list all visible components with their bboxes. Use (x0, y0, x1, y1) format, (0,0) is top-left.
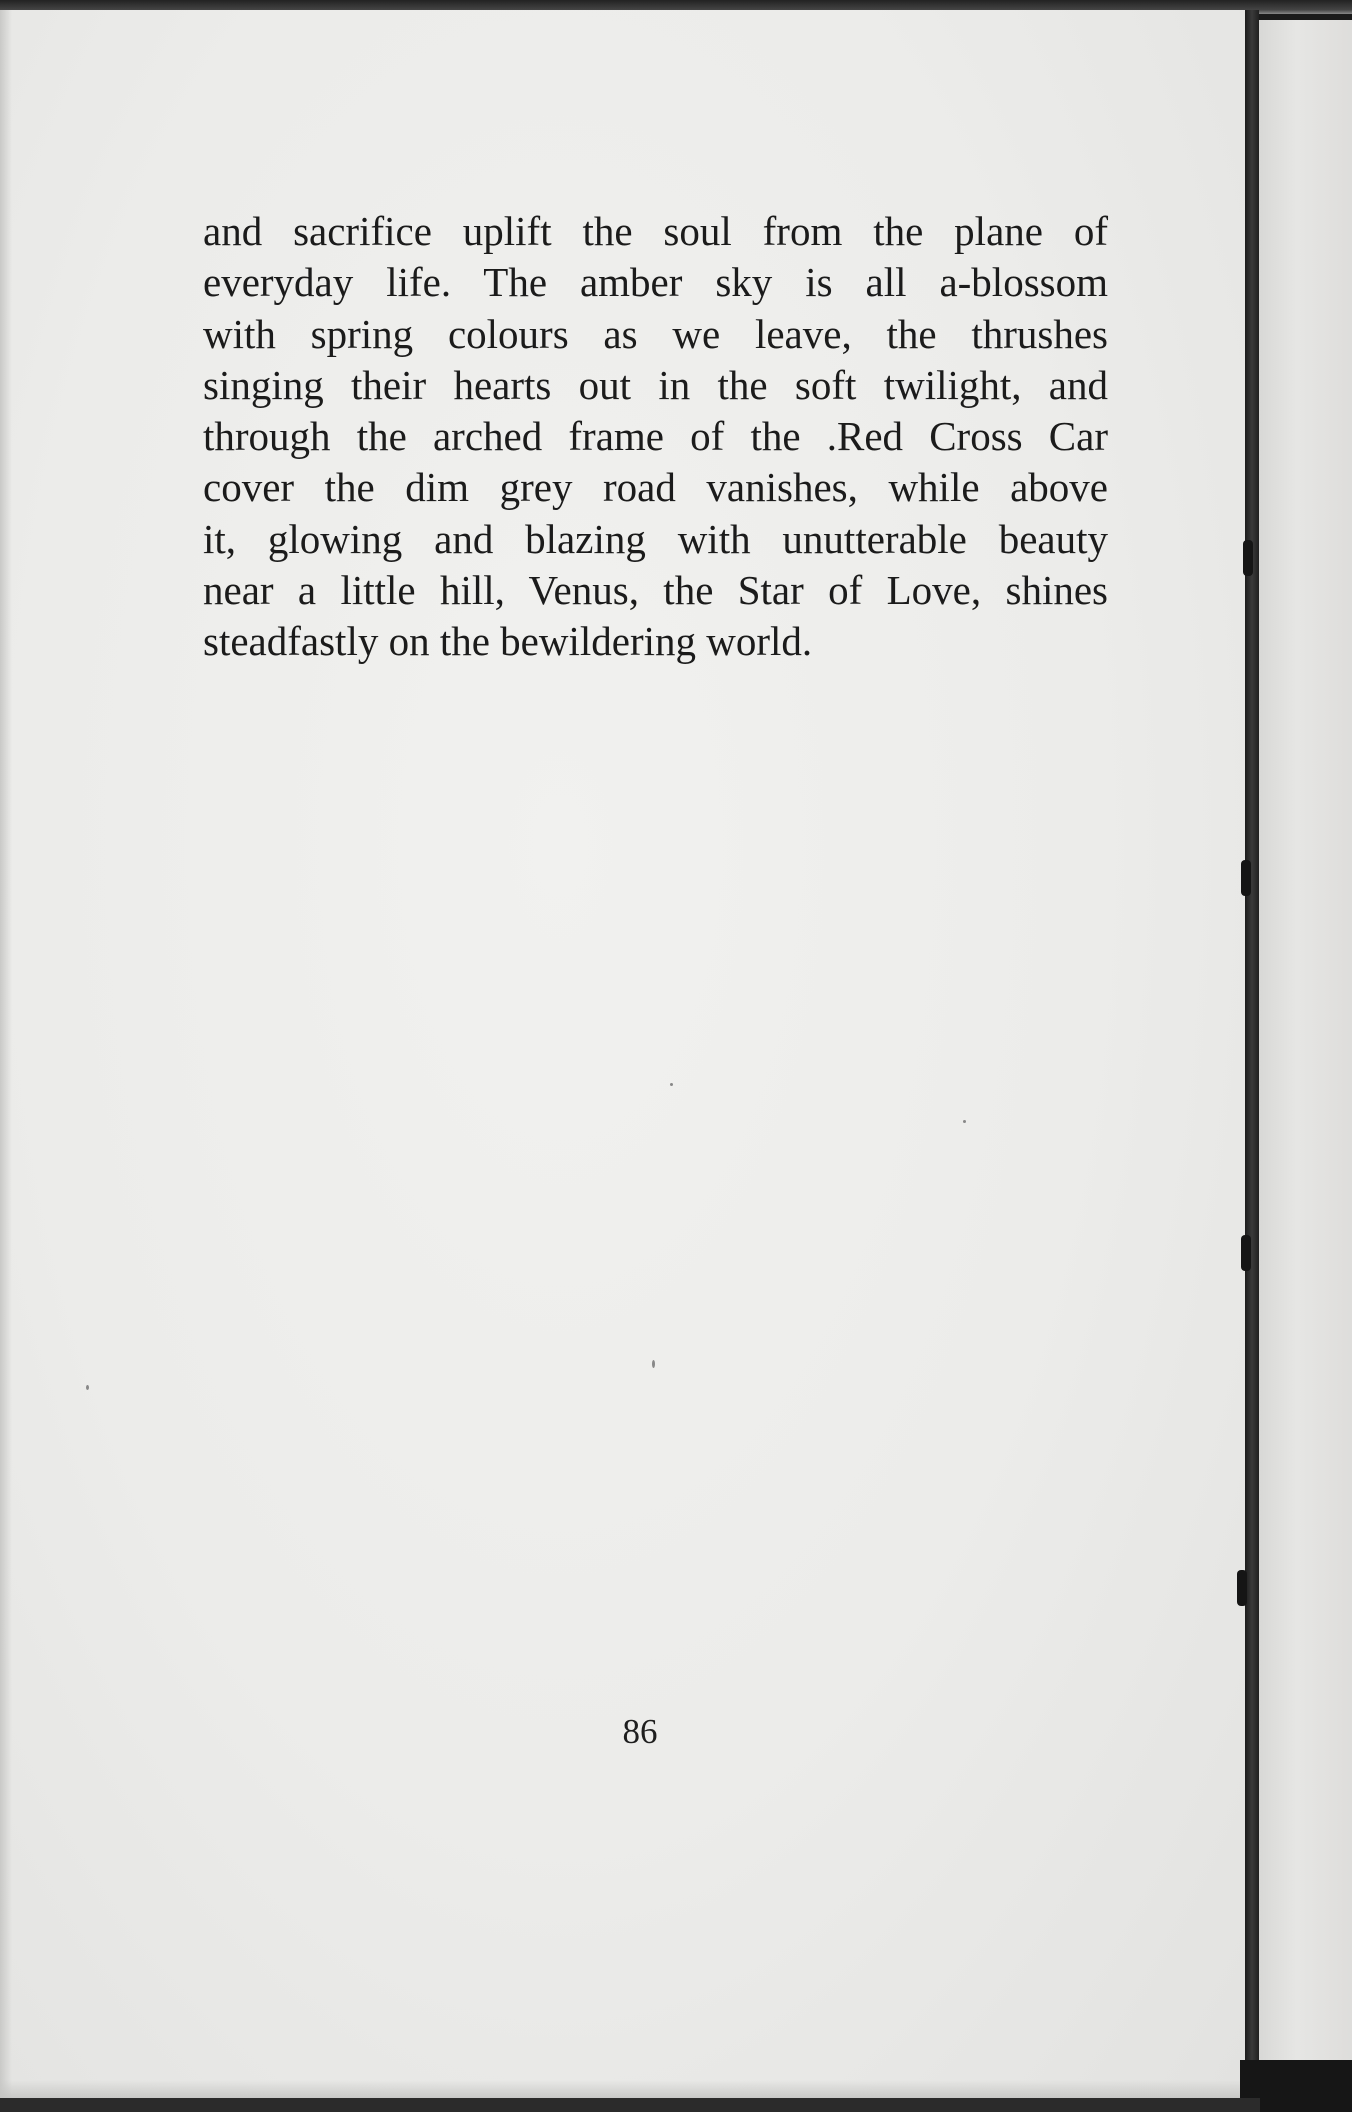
text-line: with spring colours as we leave, the thrushes (203, 310, 1108, 357)
paper-speck (652, 1360, 655, 1368)
text-line: and sacrifice uplift the soul from the plane of (203, 208, 1108, 254)
text-line: steadfastly on the bewildering world. (203, 618, 813, 665)
page-left-shadow (0, 10, 12, 2100)
text-line: it, glowing and blazing with unutterable beauty (203, 515, 1108, 562)
scanner-bottom-edge (0, 2098, 1260, 2112)
binding-stitch (1237, 1570, 1247, 1606)
binding-stitch (1241, 1235, 1251, 1271)
text-line: cover the dim grey road vanishes, while above (203, 464, 1108, 511)
paper-speck (963, 1120, 966, 1123)
body-paragraph (203, 206, 1108, 668)
paper-speck (86, 1385, 89, 1390)
book-spine (1245, 10, 1259, 2100)
page-number: 86 (622, 1712, 658, 1751)
text-line: near a little hill, Venus, the Star of Love, shines (203, 567, 1108, 614)
text-line: through the arched frame of the .Red Cross Car (203, 413, 1108, 460)
adjacent-page-edge (1259, 20, 1352, 2060)
paper-speck (670, 1083, 673, 1086)
binding-stitch (1241, 860, 1251, 896)
text-line: singing their hearts out in the soft twilight, and (203, 361, 1108, 408)
text-line: everyday life. The amber sky is all a-blossom (203, 259, 1108, 306)
page-bottom-shadow (0, 2080, 1245, 2100)
binding-stitch (1243, 540, 1253, 576)
